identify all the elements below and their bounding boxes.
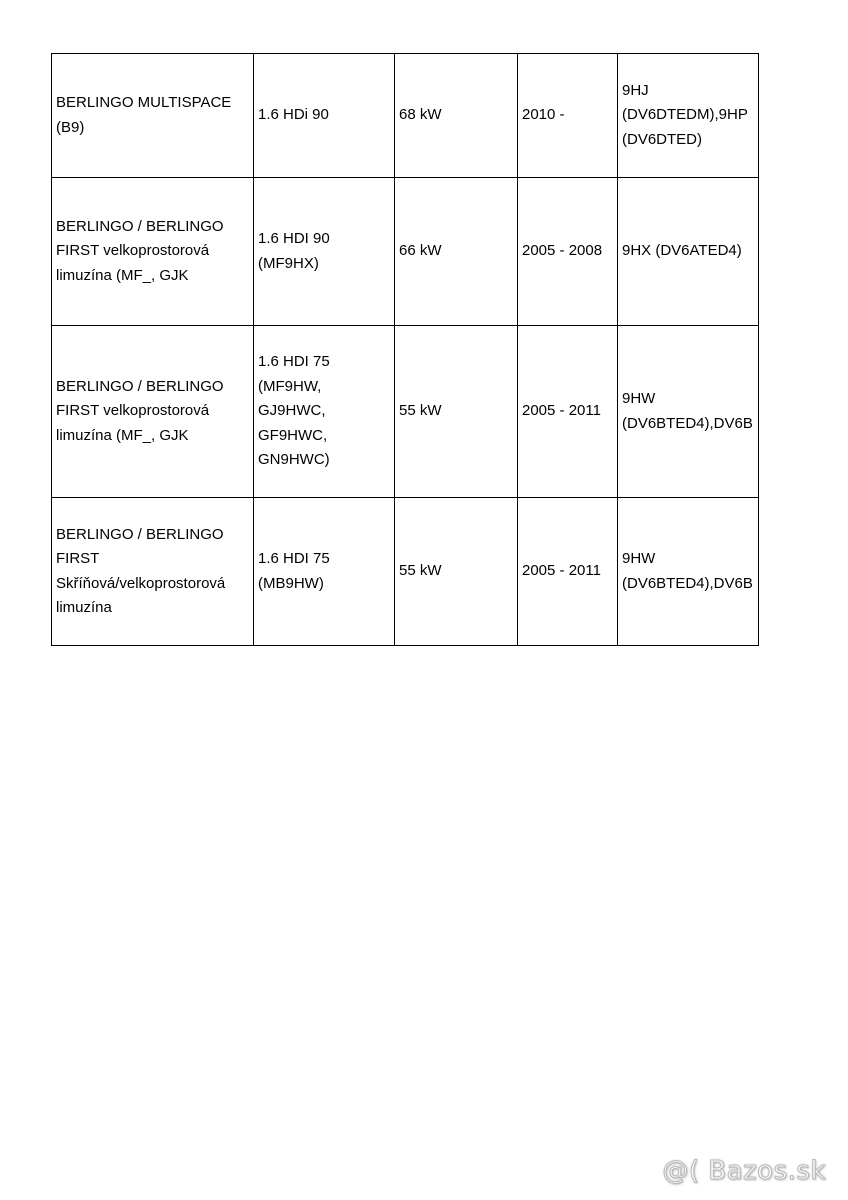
model-cell [52,326,254,498]
years-value: 2005 - 2008 [522,242,603,260]
model-line: (B9) [56,118,85,136]
model-line: BERLINGO / BERLINGO [56,377,224,395]
engine-code-line: 9HW [622,550,656,567]
engine-code-cell [618,54,759,178]
years-value: 2010 - [522,106,565,124]
power-cell [395,54,518,178]
table-row [52,498,759,646]
engine-cell [254,178,395,326]
engine-line: 1.6 HDI 75 [258,550,330,567]
model-line: BERLINGO / BERLINGO [56,525,224,543]
table-row [52,54,759,178]
model-cell [52,178,254,326]
engine-code-cell [618,498,759,646]
model-line: FIRST velkoprostorová [56,402,210,420]
table-row [52,326,759,498]
years-cell [518,54,618,178]
model-cell [52,54,254,178]
model-line: Skříňová/velkoprostorová [56,574,226,592]
model-line: BERLINGO MULTISPACE [56,94,232,111]
model-line: limuzína (MF_, GJK [56,266,189,284]
engine-line: (MF9HW, [258,377,322,395]
model-line: limuzína (MF_, GJK [56,426,189,444]
model-cell [52,498,254,646]
engine-code-line: 9HW [622,390,656,407]
power-value: 55 kW [399,402,442,420]
engine-line: GJ9HWC, [258,402,326,420]
engine-line: (MF9HX) [258,254,319,272]
model-line: FIRST velkoprostorová [56,242,210,260]
engine-code-line: (DV6DTED) [622,130,703,148]
engine-line: GF9HWC, [258,426,328,444]
engine-code-cell [618,326,759,498]
years-cell [518,326,618,498]
model-line: BERLINGO / BERLINGO [56,217,224,235]
engine-line: GN9HWC) [258,451,330,469]
engine-line: 1.6 HDI 75 [258,353,330,371]
years-cell [518,498,618,646]
model-line: FIRST [56,550,100,567]
engine-cell [254,54,395,178]
engine-code-cell [618,178,759,326]
table-row [52,178,759,326]
engine-cell [254,326,395,498]
model-line: limuzína [56,599,112,616]
engine-line: 1.6 HDI 90 [258,230,330,247]
years-value: 2005 - 2011 [522,562,601,580]
engine-code-line: 9HX (DV6ATED4) [622,242,742,260]
engine-code-line: (DV6BTED4),DV6B [622,574,753,592]
engine-code-line: (DV6DTEDM),9HP [622,106,748,124]
bazos-watermark: @( Bazos.sk [662,1156,826,1186]
engine-line: 1.6 HDi 90 [258,106,329,124]
power-value: 68 kW [399,106,442,124]
engine-code-line: 9HJ [622,81,649,99]
engine-compatibility-table [51,53,759,646]
years-cell [518,178,618,326]
engine-line: (MB9HW) [258,574,324,592]
engine-cell [254,498,395,646]
years-value: 2005 - 2011 [522,402,601,420]
power-cell [395,178,518,326]
power-cell [395,498,518,646]
power-value: 66 kW [399,242,442,260]
power-value: 55 kW [399,562,442,580]
engine-code-line: (DV6BTED4),DV6B [622,414,753,432]
power-cell [395,326,518,498]
